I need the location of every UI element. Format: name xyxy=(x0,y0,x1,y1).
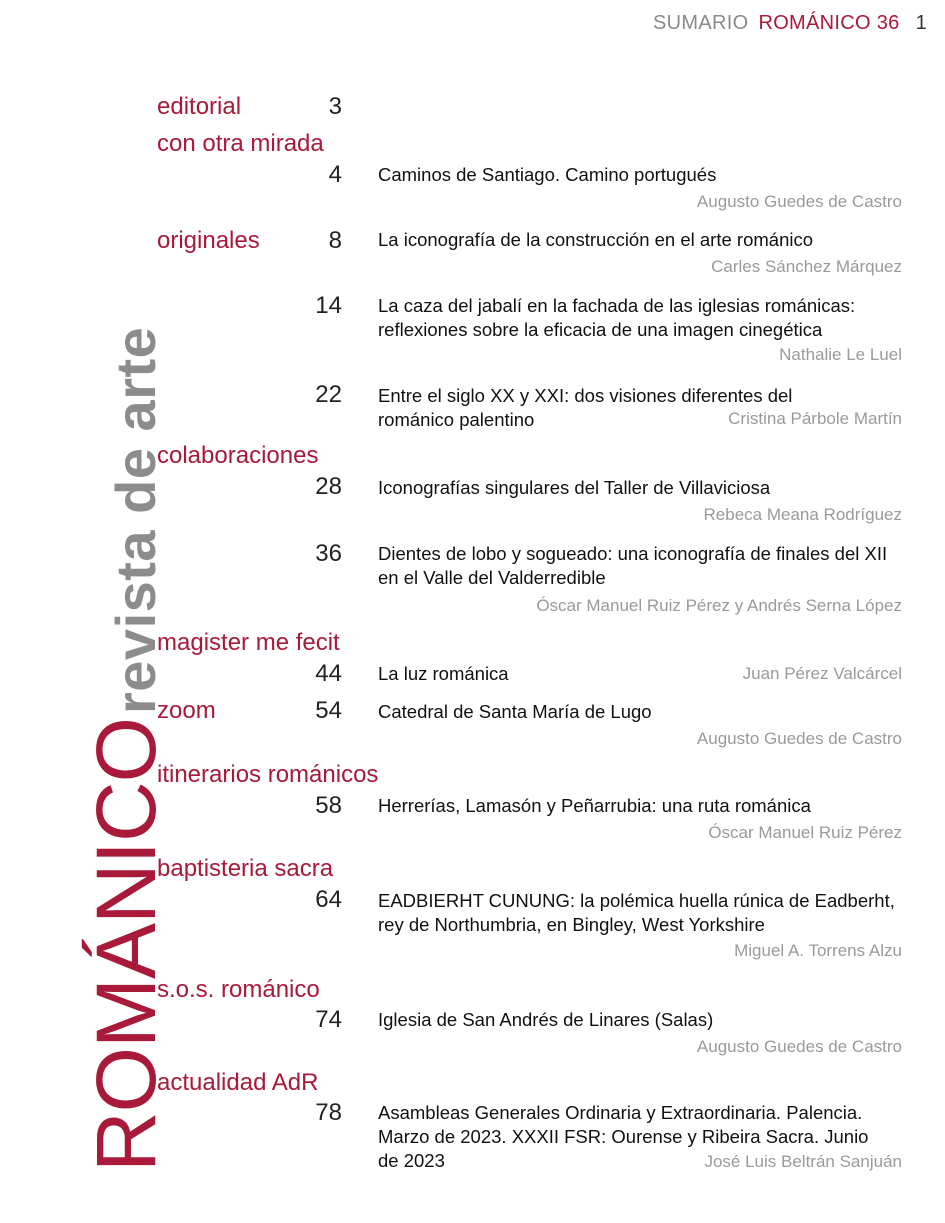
entry-author: Rebeca Meana Rodríguez xyxy=(703,505,902,524)
entry-author: Óscar Manuel Ruiz Pérez y Andrés Serna López xyxy=(536,596,902,615)
entry-page-number: 14 xyxy=(315,292,342,319)
entry-page-number: 8 xyxy=(328,227,342,254)
entry-title[interactable]: La iconografía de la construcción en el arte románico xyxy=(378,229,814,250)
spine-subtitle: revista de arte xyxy=(104,326,167,714)
header-page-number: 1 xyxy=(915,12,927,34)
header-label: SUMARIO xyxy=(653,12,749,34)
entry-author: José Luis Beltrán Sanjuán xyxy=(704,1152,902,1171)
entry-page-number: 4 xyxy=(328,161,342,188)
section-itinerarios-romanicos[interactable]: itinerarios románicos xyxy=(157,761,379,788)
entry-author: Augusto Guedes de Castro xyxy=(696,192,902,211)
spine-title xyxy=(79,326,173,1172)
entry-title[interactable]: La caza del jabalí en la fachada de las iglesias románicas: reflexiones sobre la eficacia de una imagen cinegética xyxy=(378,295,856,340)
entry-author: Miguel A. Torrens Alzu xyxy=(734,941,902,960)
section-actualidad-adr[interactable]: actualidad AdR xyxy=(157,1069,319,1096)
entry-author: Nathalie Le Luel xyxy=(779,345,902,364)
header-magazine: ROMÁNICO 36 xyxy=(758,12,900,34)
entry-page-number: 3 xyxy=(328,93,342,120)
entry-title[interactable]: Caminos de Santiago. Camino portugués xyxy=(378,164,717,185)
spine-brand: ROMÁNICO xyxy=(79,718,173,1172)
entry-page-number: 74 xyxy=(315,1006,342,1033)
running-header xyxy=(653,12,927,35)
entry-author: Juan Pérez Valcárcel xyxy=(742,664,902,683)
entry-author: Óscar Manuel Ruiz Pérez xyxy=(708,823,902,842)
entry-title[interactable]: Asambleas Generales Ordinaria y Extraordinaria. Palencia. Marzo de 2023. XXXII FSR: Ourense y Ribeira Sacra. Junio de 2023 xyxy=(378,1102,869,1171)
section-con-otra-mirada[interactable]: con otra mirada xyxy=(157,130,324,157)
entry-title[interactable]: Iconografías singulares del Taller de Villaviciosa xyxy=(378,477,771,498)
entry-page-number: 44 xyxy=(315,660,342,687)
entry-page-number: 64 xyxy=(315,886,342,913)
entry-page-number: 28 xyxy=(315,473,342,500)
section-editorial[interactable]: editorial xyxy=(157,93,242,120)
section-zoom[interactable]: zoom xyxy=(157,697,216,724)
entry-title[interactable]: Catedral de Santa María de Lugo xyxy=(378,701,652,722)
section-magister-me-fecit[interactable]: magister me fecit xyxy=(157,629,340,656)
entry-title[interactable]: EADBIERHT CUNUNG: la polémica huella rúnica de Eadberht, rey de Northumbria, en Bingley, West Yorkshire xyxy=(378,890,895,935)
entry-page-number: 36 xyxy=(315,540,342,567)
section-colaboraciones[interactable]: colaboraciones xyxy=(157,442,319,469)
entry-title[interactable]: Entre el siglo XX y XXI: dos visiones diferentes del románico palentino xyxy=(378,385,793,430)
entry-title[interactable]: Iglesia de San Andrés de Linares (Salas) xyxy=(378,1009,714,1030)
section-originales[interactable]: originales xyxy=(157,227,260,254)
entry-title[interactable]: Dientes de lobo y sogueado: una iconografía de finales del XII en el Valle del Valderredible xyxy=(378,543,888,588)
section-sos-romanico[interactable]: s.o.s. románico xyxy=(157,976,320,1003)
entry-title[interactable]: La luz románica xyxy=(378,663,509,684)
entry-page-number: 54 xyxy=(315,697,342,724)
section-baptisteria-sacra[interactable]: baptisteria sacra xyxy=(157,855,334,882)
entry-page-number: 58 xyxy=(315,792,342,819)
entry-author: Augusto Guedes de Castro xyxy=(696,1037,902,1056)
entry-author: Carles Sánchez Márquez xyxy=(711,257,902,276)
entry-author: Cristina Párbole Martín xyxy=(728,409,902,428)
entry-title[interactable]: Herrerías, Lamasón y Peñarrubia: una ruta románica xyxy=(378,795,811,816)
entry-author: Augusto Guedes de Castro xyxy=(696,729,902,748)
entry-page-number: 78 xyxy=(315,1099,342,1126)
entry-page-number: 22 xyxy=(315,381,342,408)
